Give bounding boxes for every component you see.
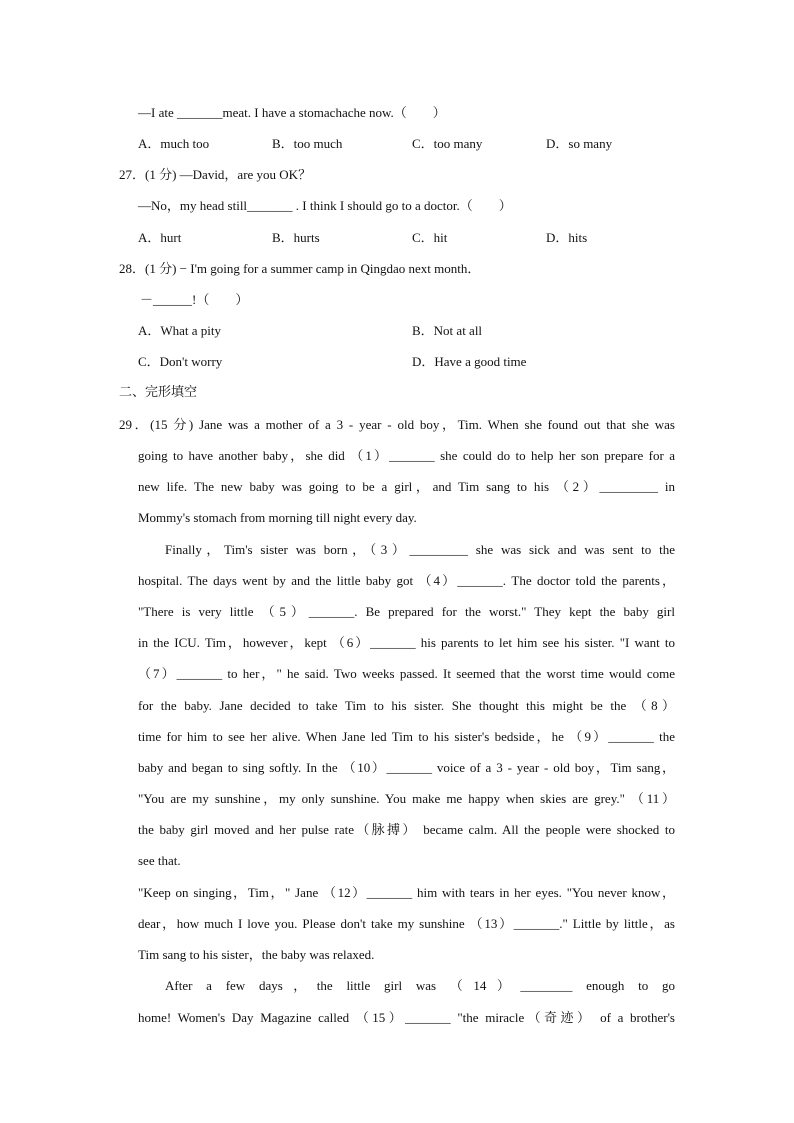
passage-line: dear，how much I love you. Please don't take my sunshine （13）_______." Little by little，as [138, 916, 675, 931]
q27-option-b[interactable]: B．hurts [272, 230, 320, 245]
passage-line: "You are my sunshine，my only sunshine. You make me happy when skies are grey." （11） [138, 791, 675, 806]
passage-line: in the ICU. Tim，however，kept （6）_______ his parents to let him see his sister. "I want to [138, 635, 675, 650]
q26-option-b[interactable]: B．too much [272, 136, 343, 151]
passage-line: "There is very little （5）_______. Be prepared for the worst." They kept the baby girl [138, 604, 675, 619]
q26-option-c[interactable]: C．too many [412, 136, 483, 151]
passage-line: hospital. The days went by and the little baby got （4）_______. The doctor told the parents， [138, 573, 675, 588]
q27-option-a[interactable]: A．hurt [138, 230, 182, 245]
q26-option-d[interactable]: D．so many [546, 136, 613, 151]
q28-stem-reply: －______!（ ） [140, 292, 249, 307]
passage-line: baby and began to sing softly. In the （10）_______ voice of a 3 - year - old boy，Tim sang， [138, 760, 675, 775]
passage-line: home! Women's Day Magazine called （15）_______ "the miracle（奇迹） of a brother's [138, 1010, 675, 1025]
q26-option-a[interactable]: A．much too [138, 136, 210, 151]
q28-option-d[interactable]: D．Have a good time [412, 354, 527, 369]
passage-line: new life. The new baby was going to be a girl，and Tim sang to his （2）_________ in [138, 479, 675, 494]
q27-option-d[interactable]: D．hits [546, 230, 588, 245]
passage-line: "Keep on singing，Tim，" Jane （12）_______ him with tears in her eyes. "You never know， [138, 885, 675, 900]
q28-stem: 28．(1 分) − I'm going for a summer camp in Qingdao next month． [119, 261, 481, 276]
passage-line: 29．(15 分) Jane was a mother of a 3 - year - old boy，Tim. When she found out that she was [119, 417, 675, 432]
q28-option-b[interactable]: B．Not at all [412, 323, 483, 338]
passage-line: Finally，Tim's sister was born，（3）_________ she was sick and was sent to the [165, 542, 675, 557]
q26-stem: —I ate _______meat. I have a stomachache now.（ ） [138, 105, 446, 120]
q27-stem: 27．(1 分) —David，are you OK？ [119, 167, 312, 182]
passage-line: Tim sang to his sister，the baby was relaxed. [138, 947, 375, 962]
passage-line: see that. [138, 853, 181, 868]
passage-line: Mommy's stomach from morning till night every day. [138, 510, 417, 525]
q27-stem-reply: —No，my head still_______ . I think I should go to a doctor.（ ） [138, 198, 512, 213]
passage-line: going to have another baby，she did （1）_______ she could do to help her son prepare for a [138, 448, 675, 463]
q28-option-a[interactable]: A．What a pity [138, 323, 222, 338]
passage-line: After a few days，the little girl was （14）________ enough to go [165, 978, 675, 993]
passage-line: （7）_______ to her，" he said. Two weeks passed. It seemed that the worst time would come [138, 666, 675, 681]
passage-line: for the baby. Jane decided to take Tim to his sister. She thought this might be the （8） [138, 698, 675, 713]
passage-line: the baby girl moved and her pulse rate（脉搏） became calm. All the people were shocked to [138, 822, 675, 837]
q27-option-c[interactable]: C．hit [412, 230, 448, 245]
section-title-cloze: 二、完形填空 [119, 385, 198, 400]
passage-line: time for him to see her alive. When Jane led Tim to his sister's bedside，he （9）_______ the [138, 729, 675, 744]
q28-option-c[interactable]: C．Don't worry [138, 354, 223, 369]
